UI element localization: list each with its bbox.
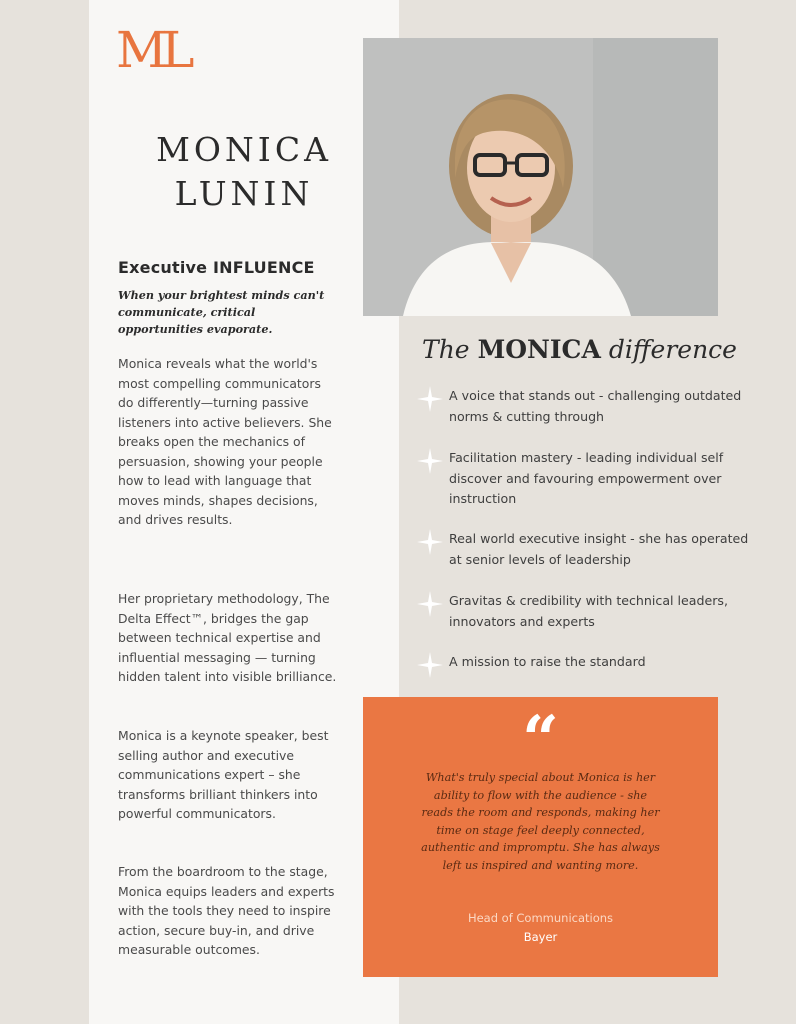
sparkle-star-icon [417, 652, 443, 678]
sparkle-star-icon [417, 529, 443, 555]
difference-item-text: Gravitas & credibility with technical leaders, innovators and experts [449, 593, 728, 629]
bio-paragraph-1: Monica reveals what the world's most compelling communicators do differently—turning passive listeners into active believers. She breaks open the mechanics of persuasion, showing your people how to lead with language that moves minds, shapes decisions, and drives results. [118, 356, 332, 527]
bio-paragraph-2: Her proprietary methodology, The Delta Effect™, bridges the gap between technical expertise and influential messaging — turning hidden talent into visible brilliance. [118, 591, 337, 684]
sparkle-star-icon [417, 386, 443, 412]
speaker-last-name: LUNIN [174, 174, 314, 213]
sparkle-star-icon [417, 448, 443, 474]
bio-paragraph-4: From the boardroom to the stage, Monica equips leaders and experts with the tools they need to inspire action, secure buy-in, and drive measurable outcomes. [118, 864, 335, 957]
speaker-first-name: MONICA [156, 130, 332, 169]
difference-item-text: A mission to raise the standard [449, 654, 646, 669]
difference-pre: The [422, 335, 470, 364]
difference-heading [363, 330, 796, 370]
bio-paragraph-3: Monica is a keynote speaker, best selling author and executive communications expert – she transforms brilliant thinkers into powerful communicators. [118, 728, 329, 821]
difference-item-text: Facilitation mastery - leading individual self discover and favouring empowerment over instruction [449, 450, 724, 506]
speaker-photo-illustration [363, 38, 718, 316]
difference-item-text: Real world executive insight - she has operated at senior levels of leadership [449, 531, 749, 567]
quote-mark-icon: “ [522, 702, 559, 777]
difference-strong: MONICA [477, 335, 601, 364]
tagline: When your brightest minds can't communicate, critical opportunities evaporate. [118, 288, 325, 336]
logo: ML [116, 21, 189, 79]
testimonial-author-company: Bayer [523, 930, 558, 944]
testimonial-box [363, 697, 718, 977]
speaker-name [89, 128, 399, 216]
sparkle-star-icon [417, 591, 443, 617]
testimonial-text: What's truly special about Monica is her ability to flow with the audience - she reads the room and responds, making her time on stage feel deeply connected, authentic and impromptu. She has always left us inspired and wanting more. [421, 771, 660, 872]
speaker-photo [363, 38, 718, 316]
testimonial-author-role: Head of Communications [467, 911, 614, 925]
difference-item-text: A voice that stands out - challenging outdated norms & cutting through [449, 388, 742, 424]
difference-post: difference [608, 335, 737, 364]
section-title: Executive INFLUENCE [118, 258, 315, 277]
